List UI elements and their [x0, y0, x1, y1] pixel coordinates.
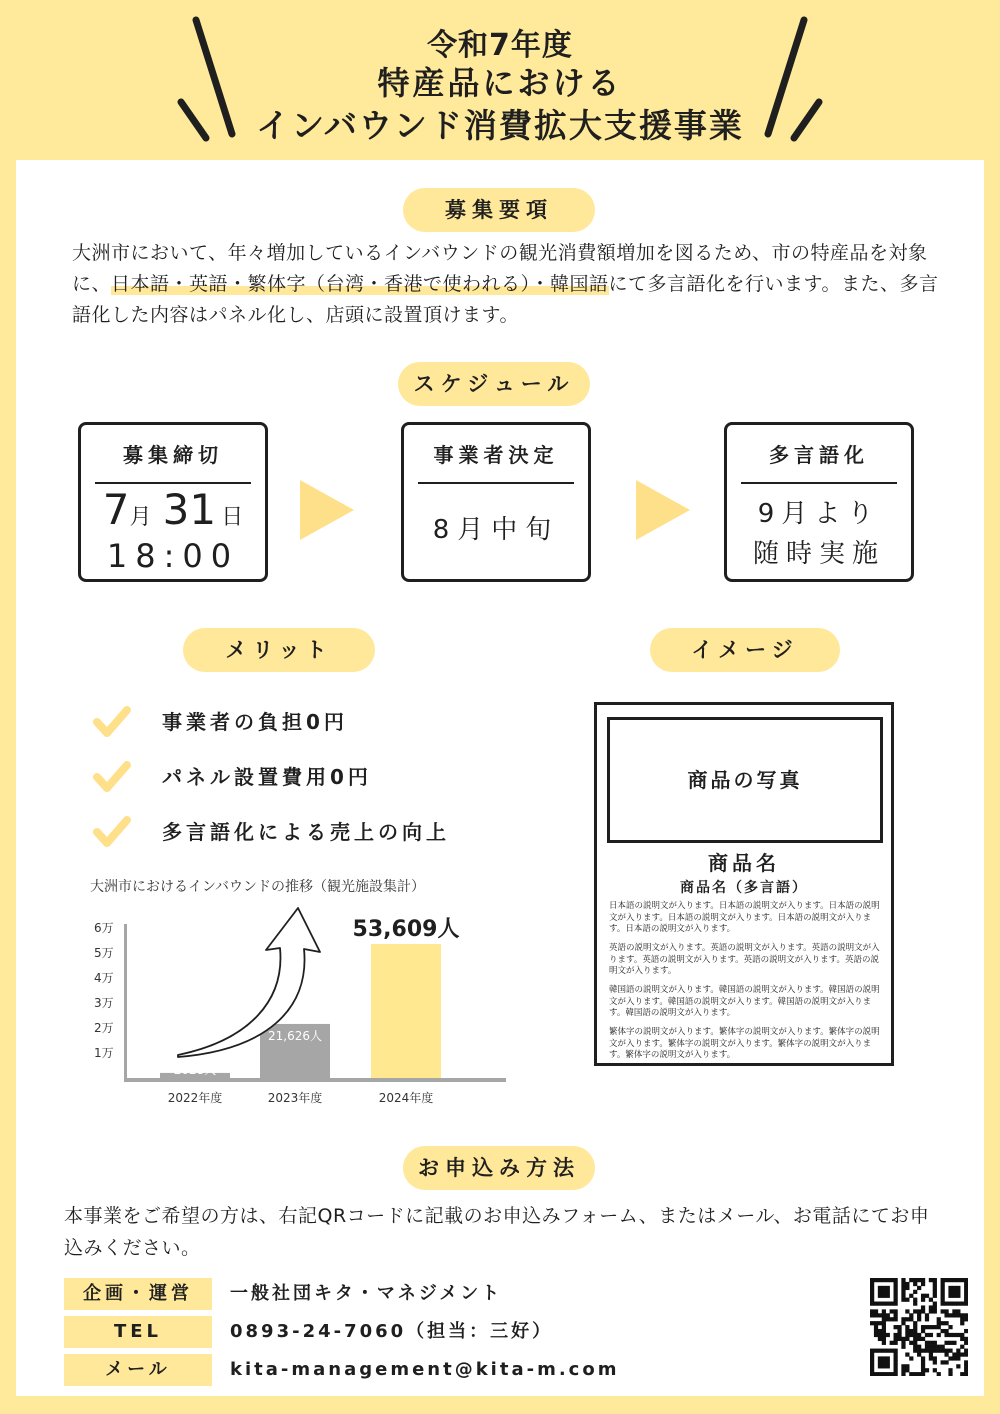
check-icon [92, 702, 132, 742]
deadline-month: 7 [102, 485, 130, 534]
bar-value-label: 53,609人 [352, 916, 460, 942]
organizer-label: 企画・運営 [64, 1278, 212, 1310]
description-english: 英語の説明文が入ります。英語の説明文が入ります。英語の説明文が入ります。英語の説明文が入ります。英語の説明文が入ります。英語の説明文が入ります。 [609, 943, 880, 976]
title-subtitle: 特産品における [377, 64, 623, 102]
description-korean: 韓国語の説明文が入ります。韓国語の説明文が入ります。韓国語の説明文が入ります。韓国語の説明文が入ります。韓国語の説明文が入ります。韓国語の説明文が入ります。 [609, 985, 880, 1018]
y-tick-label: 5万 [94, 946, 114, 960]
x-tick-label: 2022年度 [167, 1091, 223, 1105]
deadline-time: 18:00 [106, 537, 240, 575]
multilingual-divider [741, 482, 897, 484]
mail-value[interactable]: kita-management@kita-m.com [230, 1359, 620, 1380]
bar-2024年度 [371, 944, 441, 1078]
y-tick-label: 3万 [94, 996, 114, 1010]
deadline-month-unit: 月 [129, 505, 152, 530]
deadline-day: 31 [162, 485, 217, 534]
schedule-deadline-box [78, 422, 268, 582]
merit-heading: メリット [183, 628, 375, 672]
schedule-decision-box [401, 422, 591, 582]
check-icon [92, 812, 132, 852]
x-axis [124, 1078, 506, 1082]
multilingual-line2: 随時実施 [752, 539, 885, 569]
product-photo-placeholder: 商品の写真 [607, 717, 883, 843]
y-tick-label: 6万 [94, 921, 114, 935]
recruitment-text [72, 238, 942, 331]
y-axis [124, 924, 127, 1082]
decision-title: 事業者決定 [433, 443, 559, 467]
multilingual-line1: 9月より [757, 499, 881, 529]
decision-text: 8月中旬 [432, 515, 560, 545]
image-heading: イメージ [650, 628, 840, 672]
schedule-heading: スケジュール [398, 362, 590, 406]
header [0, 0, 1000, 160]
chart-title: 大洲市におけるインバウンドの推移（観光施設集計） [90, 879, 426, 895]
product-name: 商品名 [708, 851, 780, 875]
bar-value-label: 2028人 [173, 1063, 217, 1077]
deadline-date [81, 485, 265, 534]
deadline-title: 募集締切 [123, 443, 223, 467]
inbound-bar-chart [80, 900, 520, 1110]
recruitment-highlight: 日本語・英語・繁体字（台湾・香港で使われる）・韓国語 [111, 273, 609, 295]
apply-heading: お申込み方法 [403, 1146, 595, 1190]
panel-sample-frame [594, 702, 894, 1066]
decision-divider [418, 482, 574, 484]
x-tick-label: 2023年度 [267, 1091, 323, 1105]
deadline-day-unit: 日 [221, 505, 244, 530]
tel-label: TEL [64, 1316, 212, 1348]
bar-value-label: 21,626人 [268, 1028, 322, 1043]
page-title: インバウンド消費拡大支援事業 [256, 106, 744, 145]
recruitment-text-1: 大洲市において、年々増加しているインバウンドの観光消費額増加を図るため、市の特産品を対象に、 [72, 242, 928, 295]
y-tick-label: 2万 [94, 1021, 114, 1035]
tel-value[interactable]: 0893-24-7060（担当：三好） [230, 1321, 554, 1342]
organizer-value: 一般社団キタ・マネジメント [230, 1283, 503, 1304]
recruitment-heading: 募集要項 [403, 188, 595, 232]
description-japanese: 日本語の説明文が入ります。日本語の説明文が入ります。日本語の説明文が入ります。日本語の説明文が入ります。日本語の説明文が入ります。日本語の説明文が入ります。 [609, 901, 880, 934]
x-tick-label: 2024年度 [378, 1091, 434, 1105]
title-year: 令和7年度 [427, 28, 573, 63]
deadline-divider [95, 482, 251, 484]
merit-item-1: 事業者の負担0円 [162, 710, 348, 734]
merit-item-2: パネル設置費用0円 [162, 765, 372, 789]
y-tick-label: 1万 [94, 1046, 114, 1060]
qr-code-icon[interactable] [870, 1278, 968, 1376]
recruitment-text-2: にて多言語化を行います。また、多言語化した内容はパネル化し、店頭に設置頂けます。 [72, 273, 939, 326]
merit-item-3: 多言語化による売上の向上 [162, 820, 450, 844]
apply-text: 本事業をご希望の方は、右記QRコードに記載のお申込みフォーム、またはメール、お電話にてお申込みください。 [64, 1205, 930, 1259]
mail-label: メール [64, 1354, 212, 1386]
multilingual-title: 多言語化 [769, 443, 869, 467]
y-tick-label: 4万 [94, 971, 114, 985]
schedule-arrow-2 [636, 480, 690, 540]
check-icon [92, 757, 132, 797]
product-name-multilingual: 商品名（多言語） [680, 880, 808, 896]
schedule-multilingual-box [724, 422, 914, 582]
description-traditional-chinese: 繁体字の説明文が入ります。繁体字の説明文が入ります。繁体字の説明文が入ります。繁体字の説明文が入ります。繁体字の説明文が入ります。繁体字の説明文が入ります。 [609, 1027, 880, 1060]
schedule-arrow-1 [300, 480, 354, 540]
